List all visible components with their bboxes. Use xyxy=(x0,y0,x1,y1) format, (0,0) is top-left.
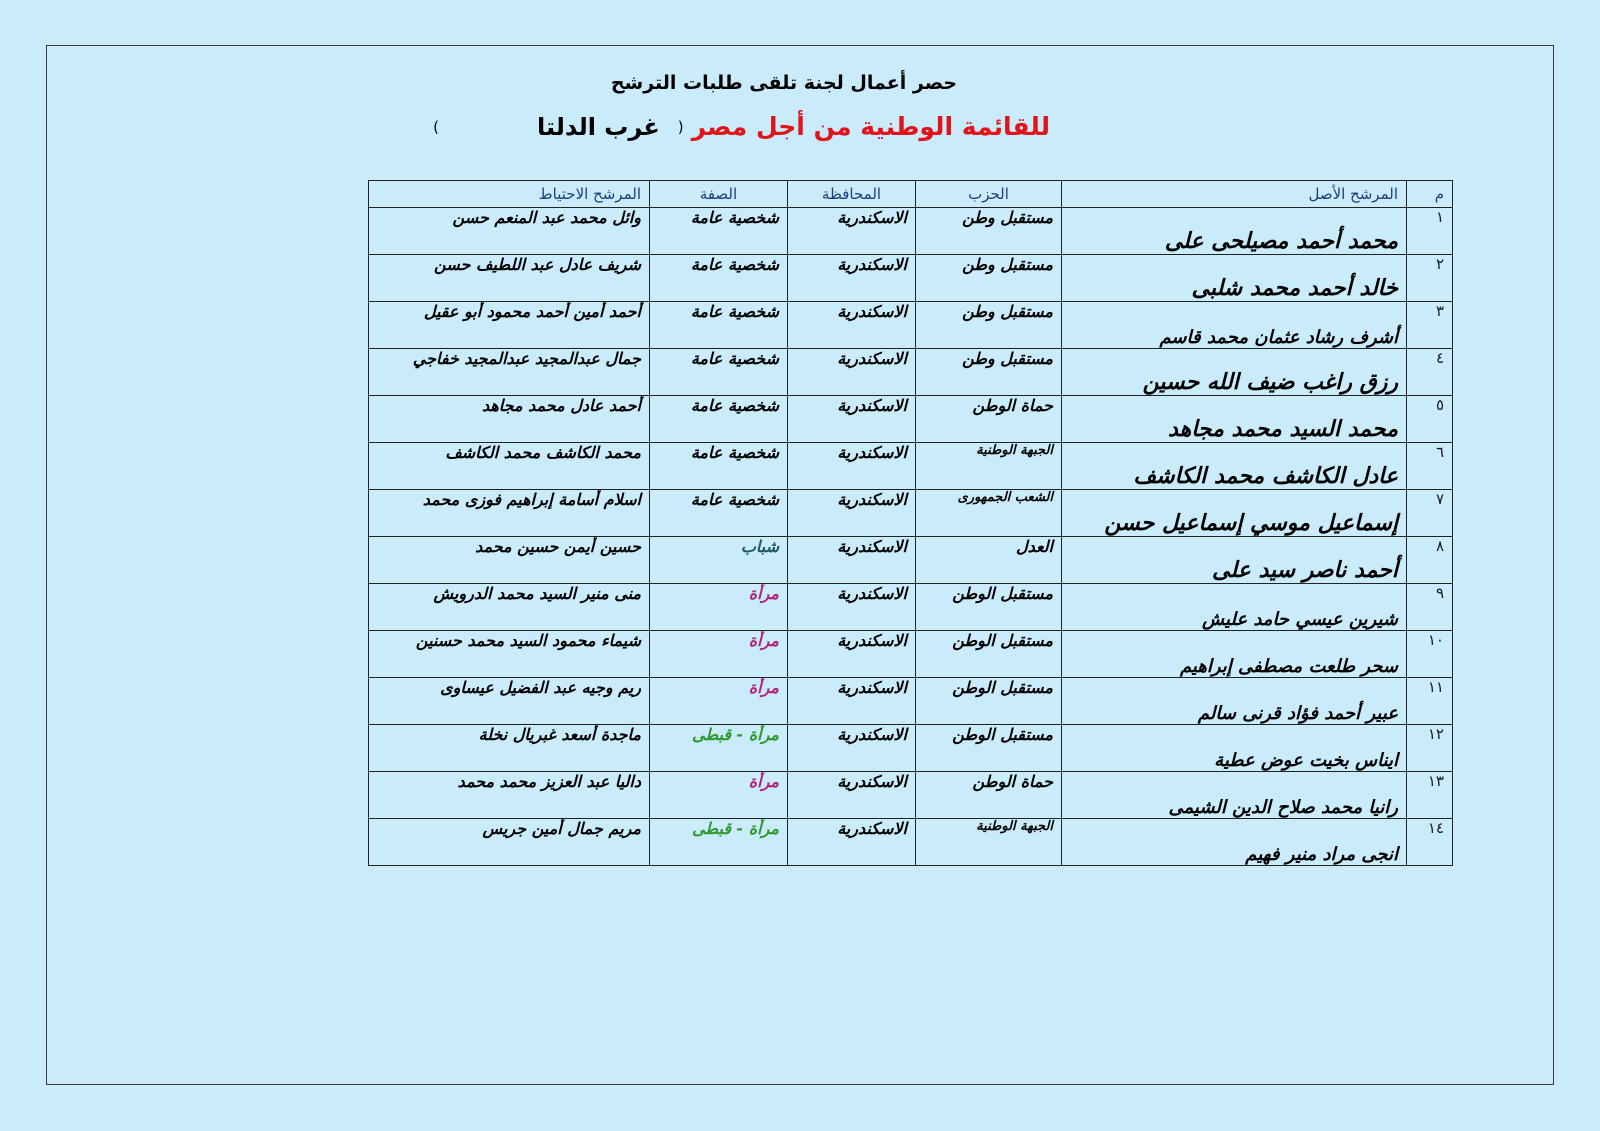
candidate-trait: شخصية عامة xyxy=(650,349,788,396)
candidate-trait: مرأة - قبطى xyxy=(650,819,788,866)
alternate-candidate-name: شريف عادل عبد اللطيف حسن xyxy=(369,255,650,302)
candidate-trait: شخصية عامة xyxy=(650,302,788,349)
row-number: ١٣ xyxy=(1407,772,1453,819)
page-subtitle xyxy=(433,112,1050,141)
alternate-candidate-name: جمال عبدالمجيد عبدالمجيد خفاجي xyxy=(369,349,650,396)
main-candidate-name: انجى مراد منير فهيم xyxy=(1062,819,1407,866)
governorate-name: الاسكندرية xyxy=(788,490,916,537)
candidate-trait: شخصية عامة xyxy=(650,396,788,443)
alternate-candidate-name: وائل محمد عبد المنعم حسن xyxy=(369,208,650,255)
alternate-candidate-name: محمد الكاشف محمد الكاشف xyxy=(369,443,650,490)
row-number: ٨ xyxy=(1407,537,1453,584)
region-name: غرب الدلتا xyxy=(537,112,660,141)
governorate-name: الاسكندرية xyxy=(788,584,916,631)
main-candidate-name: إسماعيل موسي إسماعيل حسن xyxy=(1062,490,1407,537)
alternate-candidate-name: ماجدة أسعد غبريال نخلة xyxy=(369,725,650,772)
party-name: حماة الوطن xyxy=(916,772,1062,819)
table-row xyxy=(369,255,1453,302)
list-name: للقائمة الوطنية من أجل مصر xyxy=(691,112,1050,141)
candidate-trait: شخصية عامة xyxy=(650,208,788,255)
paren-close: ) xyxy=(433,117,440,136)
candidate-trait: مرأة xyxy=(650,584,788,631)
alternate-candidate-name: أحمد أمين أحمد محمود أبو عقيل xyxy=(369,302,650,349)
row-number: ٦ xyxy=(1407,443,1453,490)
alternate-candidate-name: مريم جمال أمين جريس xyxy=(369,819,650,866)
row-number: ١٠ xyxy=(1407,631,1453,678)
main-candidate-name: محمد أحمد مصيلحى على xyxy=(1062,208,1407,255)
party-name: مستقبل وطن xyxy=(916,302,1062,349)
header-num: م xyxy=(1407,181,1453,208)
table-row xyxy=(369,302,1453,349)
main-candidate-name: عبير أحمد فؤاد قرنى سالم xyxy=(1062,678,1407,725)
row-number: ٩ xyxy=(1407,584,1453,631)
alternate-candidate-name: منى منير السيد محمد الدرويش xyxy=(369,584,650,631)
main-candidate-name: ايناس بخيت عوض عطية xyxy=(1062,725,1407,772)
candidates-table xyxy=(368,180,1453,866)
table-row xyxy=(369,396,1453,443)
party-name: الجبهة الوطنية xyxy=(916,819,1062,866)
party-name: مستقبل الوطن xyxy=(916,725,1062,772)
governorate-name: الاسكندرية xyxy=(788,819,916,866)
table-row xyxy=(369,490,1453,537)
main-candidate-name: رانيا محمد صلاح الدين الشيمى xyxy=(1062,772,1407,819)
table-row xyxy=(369,349,1453,396)
row-number: ٤ xyxy=(1407,349,1453,396)
main-candidate-name: عادل الكاشف محمد الكاشف xyxy=(1062,443,1407,490)
party-name: الشعب الجمهورى xyxy=(916,490,1062,537)
party-name: الجبهة الوطنية xyxy=(916,443,1062,490)
main-candidate-name: رزق راغب ضيف الله حسين xyxy=(1062,349,1407,396)
table-header-row xyxy=(369,181,1453,208)
header-main-candidate: المرشح الأصل xyxy=(1062,181,1407,208)
candidate-trait: شخصية عامة xyxy=(650,255,788,302)
governorate-name: الاسكندرية xyxy=(788,678,916,725)
party-name: مستقبل الوطن xyxy=(916,584,1062,631)
main-candidate-name: محمد السيد محمد مجاهد xyxy=(1062,396,1407,443)
alternate-candidate-name: أحمد عادل محمد مجاهد xyxy=(369,396,650,443)
governorate-name: الاسكندرية xyxy=(788,631,916,678)
table-row xyxy=(369,725,1453,772)
candidate-trait: شباب xyxy=(650,537,788,584)
governorate-name: الاسكندرية xyxy=(788,443,916,490)
table-row xyxy=(369,631,1453,678)
header-trait: الصفة xyxy=(650,181,788,208)
main-candidate-name: أشرف رشاد عثمان محمد قاسم xyxy=(1062,302,1407,349)
governorate-name: الاسكندرية xyxy=(788,725,916,772)
row-number: ٧ xyxy=(1407,490,1453,537)
party-name: مستقبل وطن xyxy=(916,349,1062,396)
candidate-trait: مرأة xyxy=(650,631,788,678)
governorate-name: الاسكندرية xyxy=(788,396,916,443)
governorate-name: الاسكندرية xyxy=(788,349,916,396)
candidate-trait: مرأة xyxy=(650,772,788,819)
alternate-candidate-name: اسلام أسامة إبراهيم فوزى محمد xyxy=(369,490,650,537)
candidate-trait: مرأة - قبطى xyxy=(650,725,788,772)
table-row xyxy=(369,678,1453,725)
paren-open: ( xyxy=(677,117,684,136)
governorate-name: الاسكندرية xyxy=(788,255,916,302)
governorate-name: الاسكندرية xyxy=(788,537,916,584)
header-governorate: المحافظة xyxy=(788,181,916,208)
table-row xyxy=(369,819,1453,866)
row-number: ١٤ xyxy=(1407,819,1453,866)
table-row xyxy=(369,537,1453,584)
governorate-name: الاسكندرية xyxy=(788,208,916,255)
header-alternate-candidate: المرشح الاحتياط xyxy=(369,181,650,208)
party-name: مستقبل الوطن xyxy=(916,631,1062,678)
candidate-trait: شخصية عامة xyxy=(650,443,788,490)
governorate-name: الاسكندرية xyxy=(788,772,916,819)
main-candidate-name: أحمد ناصر سيد على xyxy=(1062,537,1407,584)
party-name: مستقبل وطن xyxy=(916,208,1062,255)
party-name: مستقبل الوطن xyxy=(916,678,1062,725)
main-candidate-name: شيرين عيسي حامد عليش xyxy=(1062,584,1407,631)
table-row xyxy=(369,772,1453,819)
table-row xyxy=(369,443,1453,490)
alternate-candidate-name: حسين أيمن حسين محمد xyxy=(369,537,650,584)
row-number: ٣ xyxy=(1407,302,1453,349)
alternate-candidate-name: ريم وجيه عبد الفضيل عيساوى xyxy=(369,678,650,725)
row-number: ١١ xyxy=(1407,678,1453,725)
row-number: ٢ xyxy=(1407,255,1453,302)
page-title: حصر أعمال لجنة تلقى طلبات الترشح xyxy=(610,72,958,94)
alternate-candidate-name: داليا عبد العزيز محمد محمد xyxy=(369,772,650,819)
header-party: الحزب xyxy=(916,181,1062,208)
main-candidate-name: سحر طلعت مصطفى إبراهيم xyxy=(1062,631,1407,678)
alternate-candidate-name: شيماء محمود السيد محمد حسنين xyxy=(369,631,650,678)
row-number: ٥ xyxy=(1407,396,1453,443)
candidate-trait: مرأة xyxy=(650,678,788,725)
table-row xyxy=(369,584,1453,631)
table-row xyxy=(369,208,1453,255)
row-number: ١ xyxy=(1407,208,1453,255)
row-number: ١٢ xyxy=(1407,725,1453,772)
main-candidate-name: خالد أحمد محمد شلبى xyxy=(1062,255,1407,302)
party-name: حماة الوطن xyxy=(916,396,1062,443)
party-name: مستقبل وطن xyxy=(916,255,1062,302)
governorate-name: الاسكندرية xyxy=(788,302,916,349)
candidate-trait: شخصية عامة xyxy=(650,490,788,537)
party-name: العدل xyxy=(916,537,1062,584)
